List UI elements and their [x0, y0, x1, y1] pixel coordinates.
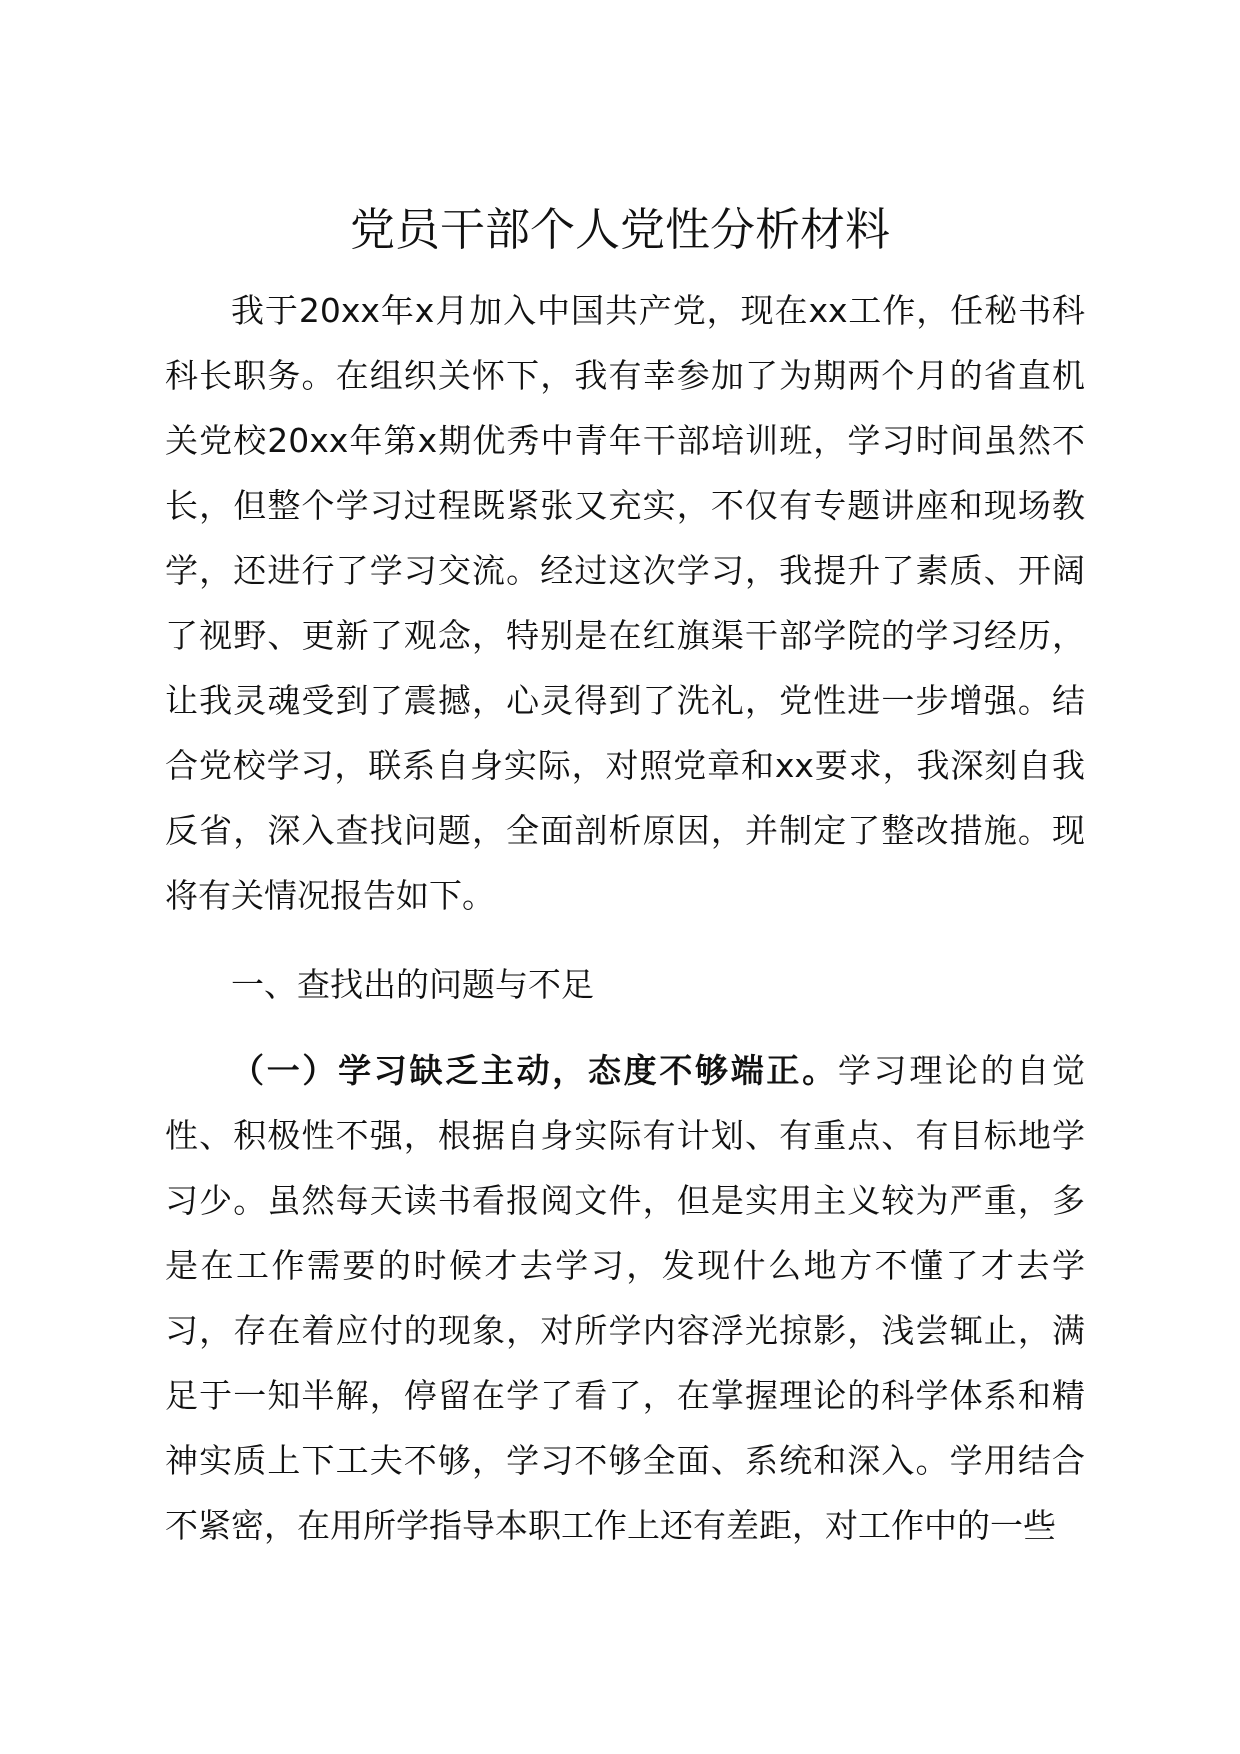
subsection-paragraph-study	[165, 1038, 1085, 1558]
intro-paragraph: 我于20xx年x月加入中国共产党，现在xx工作，任秘书科科长职务。在组织关怀下，我有幸参加了为期两个月的省直机关党校20xx年第x期优秀中青年干部培训班，学习时间虽然不长，但整个学习过程既紧张又充实，不仅有专题讲座和现场教学，还进行了学习交流。经过这次学习，我提升了素质、开阔了视野、更新了观念，特别是在红旗渠干部学院的学习经历，让我灵魂受到了震撼，心灵得到了洗礼，党性进一步增强。结合党校学习，联系自身实际，对照党章和xx要求，我深刻自我反省，深入查找问题，全面剖析原因，并制定了整改措施。现将有关情况报告如下。	[165, 291, 1085, 915]
section-heading-problems: 一、查找出的问题与不足	[231, 965, 594, 1004]
subsection-body-text: 学习理论的自觉性、积极性不强，根据自身实际有计划、有重点、有目标地学习少。虽然每天读书看报阅文件，但是实用主义较为严重，多是在工作需要的时候才去学习，发现什么地方不懂了才去学习，存在着应付的现象，对所学内容浮光掠影，浅尝辄止，满足于一知半解，停留在学了看了，在掌握理论的科学体系和精神实质上下工夫不够，学习不够全面、系统和深入。学用结合不紧密，在用所学指导本职工作上还有差距，对工作中的一些	[165, 1051, 1086, 1545]
document-title: 党员干部个人党性分析材料	[349, 203, 890, 256]
subsection-lead-heading: （一）学习缺乏主动，态度不够端正。	[231, 1051, 838, 1090]
